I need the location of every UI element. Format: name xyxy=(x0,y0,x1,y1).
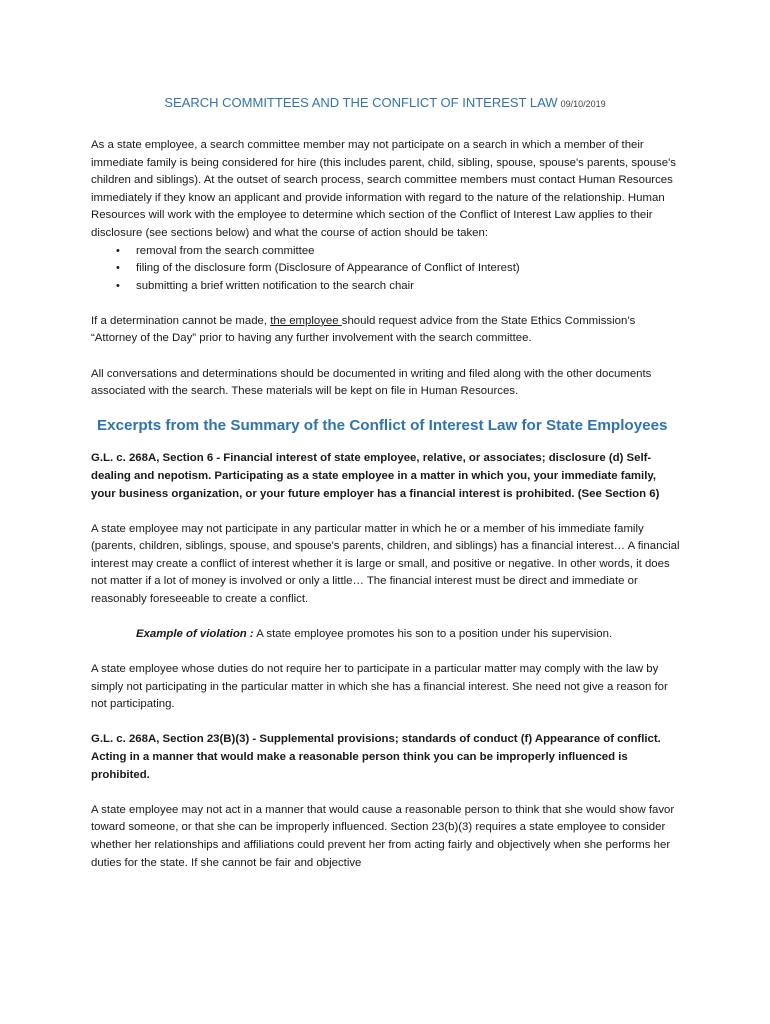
section-heading: Excerpts from the Summary of the Conflict of Interest Law for State Employees xyxy=(97,416,668,434)
section23-heading: G.L. c. 268A, Section 23(B)(3) - Supplemental provisions; standards of conduct (f) Appearance of conflict. Acting in a manner that would make a reasonable person think you can be improperly influenced is prohibited. xyxy=(91,733,661,781)
example-label: Example of violation : xyxy=(136,628,254,641)
intro-paragraph: As a state employee, a search committee member may not participate on a search in which a member of their immediate family is being considered for hire (this includes parent, child, sibling, spouse, spouse's parents, spouse's children and siblings). At the outset of search process, search committee members must contact Human Resources immediately if they know an applicant and provide information with regard to the nature of the relationship. Human Resources will work with the employee to determine which section of the Conflict of Interest Law applies to their disclosure (see sections below) and what the course of action should be taken: xyxy=(91,139,676,239)
document-title xyxy=(0,95,770,110)
example-paragraph xyxy=(91,626,681,644)
example-text: A state employee promotes his son to a position under his supervision. xyxy=(253,628,613,641)
section6-heading: G.L. c. 268A, Section 6 - Financial interest of state employee, relative, or associates; disclosure (d) Self-dealing and nepotism. Participating as a state employee in a matter in which you, your immediate family, your business organization, or your future employer has a financial interest is prohibited. (See Section 6) xyxy=(91,452,660,500)
document-body xyxy=(91,137,681,872)
determination-paragraph xyxy=(91,313,681,348)
determination-pre: If a determination cannot be made, xyxy=(91,314,271,327)
action-list xyxy=(91,243,681,296)
section23-body: A state employee may not act in a manner that would cause a reasonable person to think that she would show favor toward someone, or that she can be improperly influenced. Section 23(b)(3) requires a state employee to consider whether her relationships and affiliations could prevent her from acting fairly and objectively when she performs her duties for the state. If she cannot be fair and objective xyxy=(91,803,675,869)
determination-post: should request advice from the State Ethics Commission’s “Attorney of the Day” prior to having any further involvement with the search committee. xyxy=(91,314,636,345)
list-item: • submitting a brief written notification to the search chair xyxy=(91,278,681,296)
list-item: • filing of the disclosure form (Disclosure of Appearance of Conflict of Interest) xyxy=(91,260,681,278)
section6-body: A state employee may not participate in any particular matter in which he or a member of his immediate family (parents, children, siblings, spouse, and spouse's parents, children, and siblings) has a financial interest… A financial interest may create a conflict of interest whether it is large or small, and positive or negative. In other words, it does not matter if a lot of money is involved or only a little… The financial interest must be direct and immediate or reasonably foreseeable to create a conflict. xyxy=(91,522,680,605)
title-date: 09/10/2019 xyxy=(560,99,606,109)
section6-after: A state employee whose duties do not require her to participate in a particular matter may comply with the law by simply not participating in the particular matter in which she has a financial interest. She need not give a reason for not participating. xyxy=(91,663,668,711)
determination-underlined: the employee xyxy=(270,314,342,327)
list-item: • removal from the search committee xyxy=(91,243,681,261)
title-text: SEARCH COMMITTEES AND THE CONFLICT OF INTEREST LAW xyxy=(164,95,558,110)
conversations-paragraph: All conversations and determinations should be documented in writing and filed along with the other documents associated with the search. These materials will be kept on file in Human Resources. xyxy=(91,367,652,398)
